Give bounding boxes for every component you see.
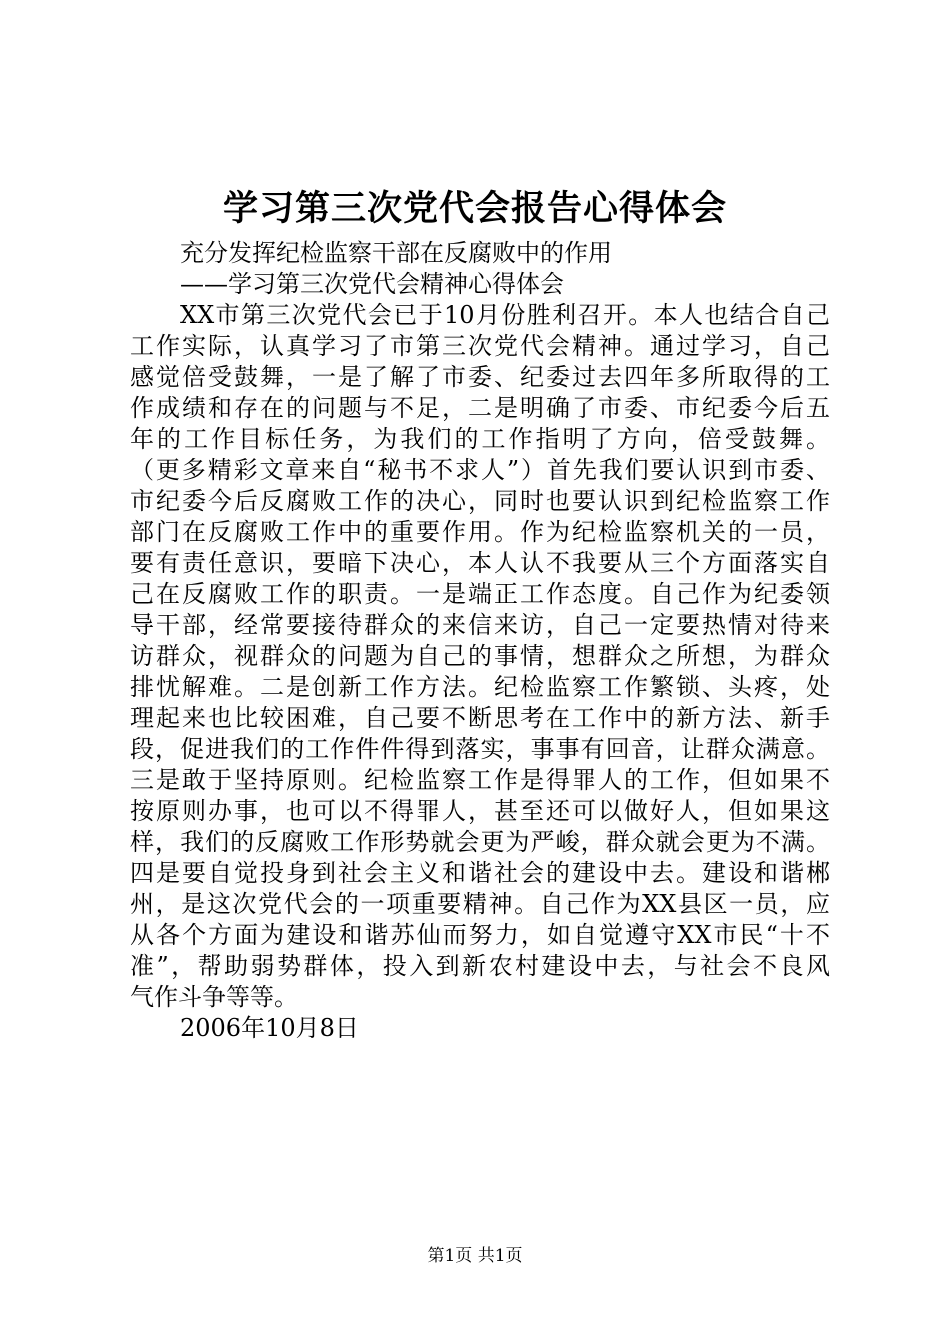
document-title: 学习第三次党代会报告心得体会 bbox=[222, 188, 727, 229]
body-line: 从各个方面为建设和谐苏仙而努力，如自觉遵守XX市民“十不 bbox=[130, 921, 830, 949]
body-line: 三是敢于坚持原则。纪检监察工作是得罪人的工作，但如果不 bbox=[130, 766, 830, 794]
document-date: 2006年10月8日 bbox=[180, 1014, 359, 1042]
body-line: 按原则办事，也可以不得罪人，甚至还可以做好人，但如果这 bbox=[130, 797, 830, 825]
document-subtitle-secondary: ——学习第三次党代会精神心得体会 bbox=[180, 270, 564, 298]
body-line: 州，是这次党代会的一项重要精神。自己作为XX县区一员，应 bbox=[130, 890, 830, 918]
body-line: 己在反腐败工作的职责。一是端正工作态度。自己作为纪委领 bbox=[130, 580, 830, 608]
body-line: 气作斗争等等。 bbox=[130, 983, 298, 1011]
body-line: 导干部，经常要接待群众的来信来访，自己一定要热情对待来 bbox=[130, 611, 830, 639]
document-subtitle: 充分发挥纪检监察干部在反腐败中的作用 bbox=[180, 239, 612, 267]
body-line: 市纪委今后反腐败工作的决心，同时也要认识到纪检监察工作 bbox=[130, 487, 830, 515]
body-line: 访群众，视群众的问题为自己的事情，想群众之所想，为群众 bbox=[130, 642, 830, 670]
body-line: 理起来也比较困难，自己要不断思考在工作中的新方法、新手 bbox=[130, 704, 830, 732]
body-line: 段，促进我们的工作件件得到落实，事事有回音，让群众满意。 bbox=[130, 735, 830, 763]
body-line: 排忧解难。二是创新工作方法。纪检监察工作繁锁、头疼，处 bbox=[130, 673, 830, 701]
body-line: 四是要自觉投身到社会主义和谐社会的建设中去。建设和谐郴 bbox=[130, 859, 830, 887]
body-line: 准”，帮助弱势群体，投入到新农村建设中去，与社会不良风 bbox=[130, 952, 830, 980]
body-line: 作成绩和存在的问题与不足，二是明确了市委、市纪委今后五 bbox=[130, 394, 830, 422]
body-line: 感觉倍受鼓舞，一是了解了市委、纪委过去四年多所取得的工 bbox=[130, 363, 830, 391]
body-line: XX市第三次党代会已于10月份胜利召开。本人也结合自己 bbox=[180, 301, 830, 329]
body-line: （更多精彩文章来自“秘书不求人”）首先我们要认识到市委、 bbox=[130, 456, 830, 484]
body-line: 要有责任意识，要暗下决心，本人认不我要从三个方面落实自 bbox=[130, 549, 830, 577]
body-line: 工作实际，认真学习了市第三次党代会精神。通过学习，自己 bbox=[130, 332, 830, 360]
page-number-footer: 第1页 共1页 bbox=[427, 1246, 523, 1266]
body-line: 样，我们的反腐败工作形势就会更为严峻，群众就会更为不满。 bbox=[130, 828, 830, 856]
body-line: 年的工作目标任务，为我们的工作指明了方向，倍受鼓舞。 bbox=[130, 425, 830, 453]
body-line: 部门在反腐败工作中的重要作用。作为纪检监察机关的一员， bbox=[130, 518, 830, 546]
